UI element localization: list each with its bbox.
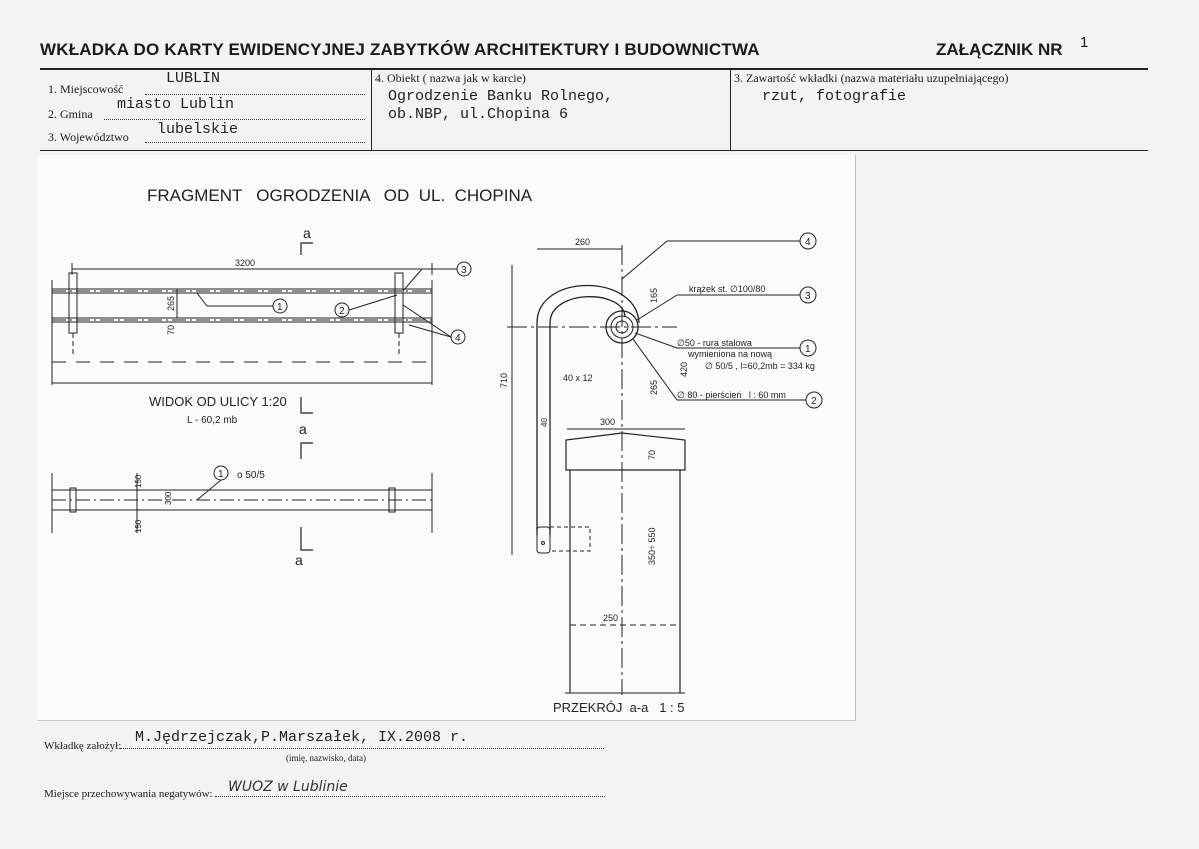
callout-2-right-num: 2 (811, 396, 817, 407)
dim-300: 300 (600, 417, 616, 427)
section-title: PRZEKRÓJ a-a 1 : 5 (553, 700, 685, 715)
drawing-svg (37, 155, 855, 720)
section-mark-bottom-line (301, 527, 313, 550)
field-place-label: 1. Miejscowość (48, 82, 124, 96)
author-hint: (imię, nazwisko, data) (286, 753, 366, 763)
callout-3-right-num: 3 (805, 291, 811, 302)
document-title: WKŁADKA DO KARTY EWIDENCYJNEJ ZABYTKÓW ARCHITEKTURY I BUDOWNICTWA (40, 40, 760, 59)
note-rura-3: ∅ 50/5 , l=60,2mb = 334 kg (705, 361, 815, 371)
note-rura-1: ∅50 - rura stalowa (677, 338, 752, 348)
callout-4-right-num: 4 (805, 237, 811, 248)
section-mark-mid-line (301, 397, 313, 413)
field-commune-value: miasto Lublin (117, 96, 235, 113)
post-right (395, 273, 403, 333)
author-value: M.Jędrzejczak,P.Marszałek, IX.2008 r. (135, 729, 469, 746)
dim-420: 420 (679, 361, 689, 377)
storage-line (215, 796, 605, 797)
dim-40x12: 40 x 12 (563, 373, 593, 383)
section-mark-bottom: a (295, 552, 303, 568)
section-mark-mid2-line (301, 443, 313, 459)
dim-260: 260 (575, 237, 591, 247)
callout-1-left-num: 1 (277, 302, 283, 313)
callout-4-left-num: 4 (455, 333, 461, 344)
storage-label: Miejsce przechowywania negatywów: (44, 788, 213, 800)
field-contents-label: 3. Zawartość wkładki (nazwa materiału uzupełniającego) (734, 71, 1009, 85)
field-commune-line (104, 119, 365, 120)
note-rura-2: wymieniona na nową (688, 349, 773, 359)
dim-300v: 300 (164, 491, 173, 505)
dim-150a: 150 (134, 474, 143, 488)
dim-70: 70 (166, 324, 176, 335)
post-left (69, 273, 77, 333)
wall-cap (566, 433, 685, 470)
author-label: Wkładkę założył: (44, 740, 122, 752)
annex-label: ZAŁĄCZNIK NR (936, 40, 1063, 59)
header-divider-2 (730, 68, 731, 151)
section-mark-mid: a (299, 421, 307, 437)
header-divider-1 (371, 68, 372, 151)
dim-70b: 70 (647, 449, 657, 460)
field-voivodeship-line (145, 142, 365, 143)
field-place-value: LUBLIN (166, 70, 221, 87)
dim-40: 40 (540, 418, 549, 427)
dim-265: 265 (166, 295, 176, 311)
hook-foot (537, 527, 550, 553)
dim-150b: 150 (134, 519, 143, 533)
callout-3-left-num: 3 (461, 265, 467, 276)
dim-350-550: 350÷ 550 (647, 527, 657, 565)
hook-inner (550, 297, 625, 535)
note-pierscien: ∅ 80 - pierścień l : 60 mm (677, 390, 786, 400)
field-object-line1: Ogrodzenie Banku Rolnego, (388, 88, 614, 105)
callout-2-left-num: 2 (339, 306, 345, 317)
field-voivodeship-value: lubelskie (157, 121, 239, 138)
storage-value: WUOZ w Lublinie (228, 779, 348, 795)
callout-1-plan-num: 1 (218, 469, 224, 480)
technical-drawing (37, 155, 856, 721)
section-mark-top-line (301, 243, 313, 255)
field-object-label: 4. Obiekt ( nazwa jak w karcie) (375, 71, 526, 85)
dim-3200: 3200 (235, 258, 256, 268)
dim-250: 250 (603, 613, 619, 623)
dim-265b: 265 (649, 379, 659, 395)
field-contents-value: rzut, fotografie (762, 88, 907, 105)
note-krazek: krążek st. ∅100/80 (689, 284, 766, 294)
annex-number: 1 (1080, 34, 1089, 51)
field-commune-label: 2. Gmina (48, 107, 93, 121)
section-mark-top: a (303, 225, 311, 241)
field-place-line (145, 94, 365, 95)
dim-710: 710 (499, 372, 509, 388)
view-length: L - 60,2 mb (187, 415, 238, 426)
dim-165: 165 (649, 287, 659, 303)
author-line (120, 748, 604, 749)
field-object-line2: ob.NBP, ul.Chopina 6 (388, 106, 569, 123)
callout-1-right-num: 1 (805, 344, 811, 355)
hook-outer (537, 286, 639, 536)
view-title: WIDOK OD ULICY 1:20 (149, 394, 287, 409)
pipe-label: o 50/5 (237, 470, 265, 481)
field-voivodeship-label: 3. Województwo (48, 130, 129, 144)
drawing-title: FRAGMENT OGRODZENIA OD UL. CHOPINA (147, 186, 533, 205)
header-bottom-rule (40, 150, 1148, 151)
